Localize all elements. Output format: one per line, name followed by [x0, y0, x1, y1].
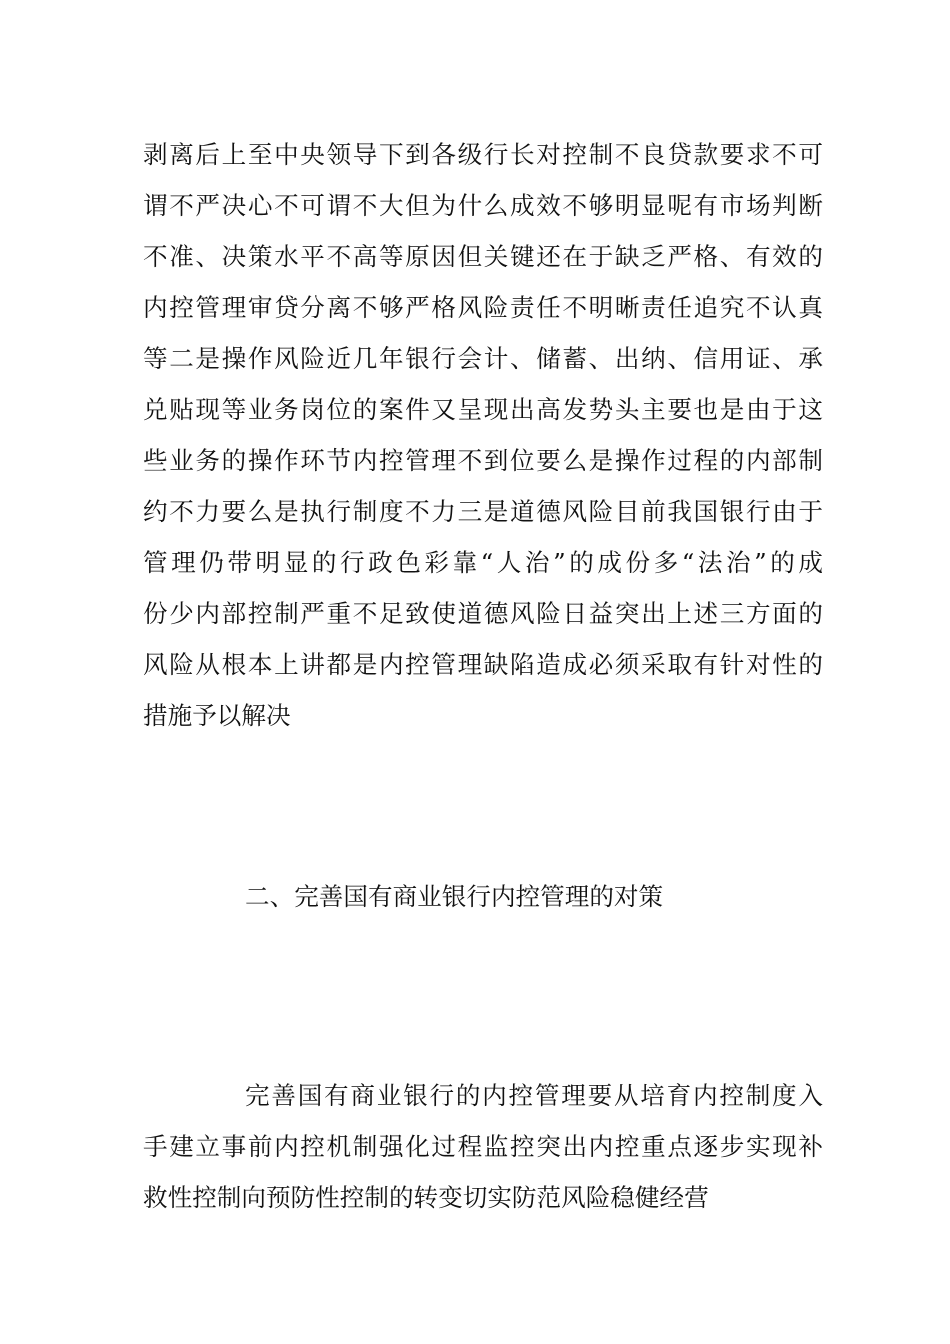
- paragraph-line: 完善国有商业银行的内控管理要从培育内控制度入: [245, 1081, 823, 1110]
- paragraph-line: 份少内部控制严重不足致使道德风险日益突出上述三方面的: [143, 599, 823, 628]
- paragraph-line: 风险从根本上讲都是内控管理缺陷造成必须采取有针对性的: [143, 650, 823, 679]
- paragraph-line: 等二是操作风险近几年银行会计、储蓄、出纳、信用证、承: [143, 344, 823, 373]
- paragraph-line: 措施予以解决: [143, 701, 291, 730]
- section-heading: 二、完善国有商业银行内控管理的对策: [245, 882, 664, 911]
- paragraph-line: 约不力要么是执行制度不力三是道德风险目前我国银行由于: [143, 497, 823, 526]
- paragraph-line: 手建立事前内控机制强化过程监控突出内控重点逐步实现补: [143, 1132, 823, 1161]
- paragraph-line: 不准、决策水平不高等原因但关键还在于缺乏严格、有效的: [143, 242, 823, 271]
- paragraph-line: 管理仍带明显的行政色彩靠“人治”的成份多“法治”的成: [143, 548, 823, 577]
- paragraph-line: 些业务的操作环节内控管理不到位要么是操作过程的内部制: [143, 446, 823, 475]
- paragraph-line: 剥离后上至中央领导下到各级行长对控制不良贷款要求不可: [143, 140, 823, 169]
- body-paragraph: [143, 129, 823, 741]
- body-paragraph: [143, 1070, 823, 1223]
- paragraph-line: 救性控制向预防性控制的转变切实防范风险稳健经营: [143, 1183, 709, 1212]
- paragraph-line: 谓不严决心不可谓不大但为什么成效不够明显呢有市场判断: [143, 191, 823, 220]
- paragraph-line: 内控管理审贷分离不够严格风险责任不明晰责任追究不认真: [143, 293, 823, 322]
- paragraph-line: 兑贴现等业务岗位的案件又呈现出高发势头主要也是由于这: [143, 395, 823, 424]
